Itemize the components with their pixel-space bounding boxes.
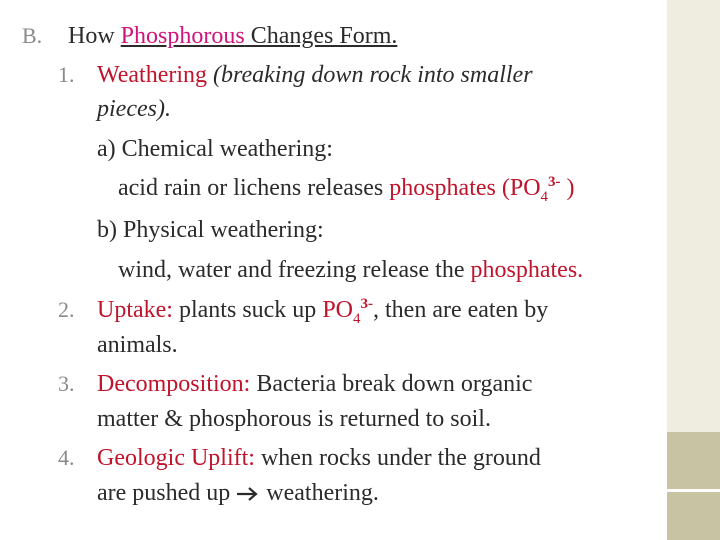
item-1-sub-b-text: wind, water and freezing release the <box>118 257 471 283</box>
item-4-text: when rocks under the ground <box>254 445 541 471</box>
item-3-text: Bacteria break down organic <box>250 371 533 397</box>
item-2-sup: 3- <box>360 296 373 312</box>
sidebar-block-upper <box>667 432 720 489</box>
sidebar-block-lower <box>667 492 720 540</box>
item-2-cont: animals. <box>97 332 178 358</box>
item-1-line <box>97 61 533 89</box>
item-1-sub-a-sub: 4 <box>540 188 549 205</box>
right-arrow-icon <box>236 480 260 506</box>
item-3-term: Decomposition: <box>97 371 251 397</box>
item-2-term: Uptake: <box>97 297 173 323</box>
item-2-line <box>97 296 549 327</box>
item-2-number: 2. <box>58 297 75 322</box>
item-4-number: 4. <box>58 445 75 470</box>
item-1-sub-a-red: phosphates (PO <box>389 175 541 201</box>
item-1-sub-a-sup: 3- <box>548 174 561 190</box>
heading <box>68 22 397 50</box>
item-3-number: 3. <box>58 371 75 396</box>
item-3-line <box>97 370 532 398</box>
item-1-sub-a-close: ) <box>560 175 575 201</box>
item-1-sub-b-red: phosphates. <box>470 257 584 283</box>
item-1-sub-b-text-line <box>118 256 583 284</box>
item-4-cont-post: weathering. <box>260 480 379 506</box>
item-2-text-post: , then are eaten by <box>373 297 549 323</box>
item-1-number: 1. <box>58 62 75 87</box>
item-2-red: PO <box>322 297 353 323</box>
item-4-cont-line <box>97 479 379 507</box>
item-2-text-pre: plants suck up <box>172 297 323 323</box>
item-1-sub-b-label: b) Physical weathering: <box>97 217 324 243</box>
item-4-line <box>97 444 541 472</box>
item-2-sub: 4 <box>353 310 361 327</box>
heading-marker: B. <box>22 23 43 48</box>
heading-pre: How <box>68 23 121 49</box>
item-4-cont-pre: are pushed up <box>97 480 237 506</box>
item-1-sub-a-label: a) Chemical weathering: <box>97 136 333 162</box>
item-4-term: Geologic Uplift: <box>97 445 255 471</box>
item-1-italic: (breaking down rock into smaller <box>207 62 533 88</box>
item-1-sub-a-text-line <box>118 174 575 205</box>
item-1-italic-cont: pieces). <box>97 96 171 122</box>
item-3-cont: matter & phosphorous is returned to soil. <box>97 406 491 432</box>
heading-highlight: Phosphorous <box>120 23 245 49</box>
item-1-sub-a-text: acid rain or lichens releases <box>118 175 390 201</box>
decorative-sidebar <box>667 0 720 540</box>
heading-post: Changes Form. <box>244 23 398 49</box>
item-1-term: Weathering <box>97 62 208 88</box>
